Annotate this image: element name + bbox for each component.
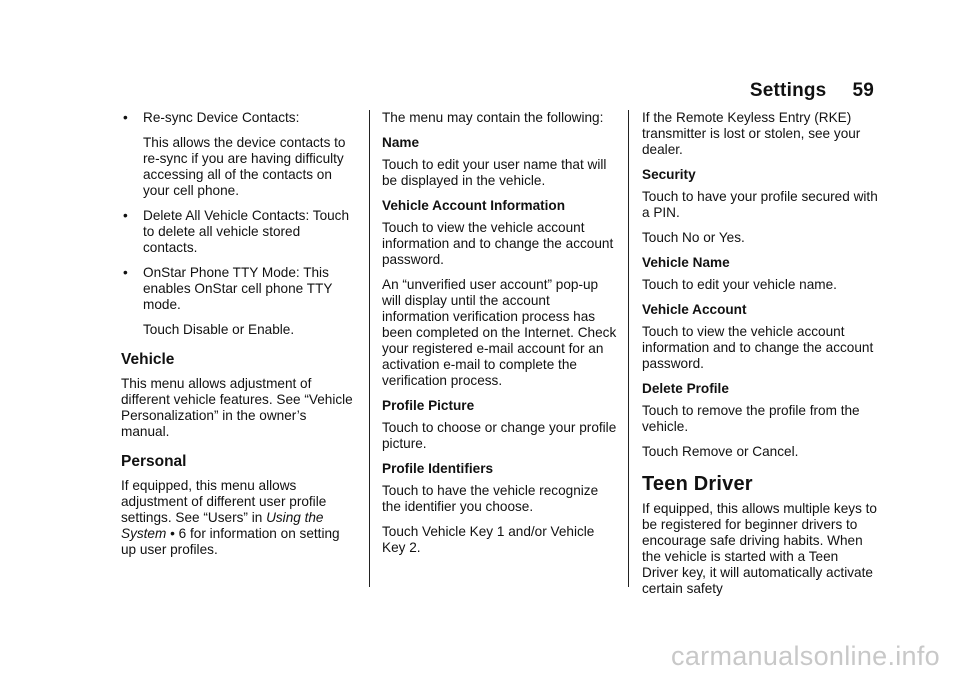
- delete-profile-text: Touch to remove the profile from the vehicle.: [642, 403, 860, 434]
- subheading-security: Security: [642, 167, 696, 182]
- subheading-delete-profile: Delete Profile: [642, 381, 729, 396]
- profile-picture-text: Touch to choose or change your profile picture.: [382, 420, 617, 451]
- teen-driver-text: If equipped, this allows multiple keys to be registered for beginner drivers to encourage safe driving habits. When the vehicle is started with a Teen Driver key, it will automatically activate certain safety: [642, 501, 877, 596]
- page-header: [750, 80, 874, 102]
- bullet-tty-mode: [121, 265, 357, 313]
- resync-description: This allows the device contacts to re-sync if you are having difficulty accessing all of the contacts on your cell phone.: [143, 135, 346, 198]
- bullet-resync-contacts: [121, 110, 357, 126]
- subheading-profile-picture: Profile Picture: [382, 398, 475, 413]
- using-the-system-link[interactable]: Using the System: [121, 510, 324, 541]
- vehicle-account-information-text: Touch to view the vehicle account information and to change the account password.: [382, 220, 614, 267]
- bullet-text: Re-sync Device Contacts:: [143, 110, 300, 125]
- security-text: Touch to have your profile secured with a PIN.: [642, 189, 878, 220]
- bullet-dot: •: [123, 208, 128, 223]
- heading-vehicle: Vehicle: [121, 351, 175, 368]
- vehicle-name-text: Touch to edit your vehicle name.: [642, 277, 837, 292]
- heading-teen-driver: Teen Driver: [642, 473, 753, 495]
- menu-intro: The menu may contain the following:: [382, 110, 604, 125]
- personal-paragraph: [121, 478, 357, 558]
- column-1: [121, 110, 357, 567]
- subheading-profile-identifiers: Profile Identifiers: [382, 461, 494, 476]
- bullet-dot: •: [123, 110, 128, 125]
- watermark: carmanualsonline.info: [671, 641, 940, 671]
- profile-identifiers-keys-text: Touch Vehicle Key 1 and/or Vehicle Key 2.: [382, 524, 595, 555]
- subheading-vehicle-account-information: Vehicle Account Information: [382, 198, 566, 213]
- bullet-delete-contacts: [121, 208, 357, 256]
- column-divider-2: [628, 110, 629, 587]
- bullet-text: OnStar Phone TTY Mode: This enables OnStar cell phone TTY mode.: [143, 265, 333, 312]
- bullet-text: Delete All Vehicle Contacts: Touch to delete all vehicle stored contacts.: [143, 208, 350, 255]
- column-3: [642, 110, 878, 606]
- tty-instruction: Touch Disable or Enable.: [143, 322, 295, 337]
- bullet-dot: •: [123, 265, 128, 280]
- name-text: Touch to edit your user name that will be displayed in the vehicle.: [382, 157, 607, 188]
- vehicle-account-text: Touch to view the vehicle account information and to change the account password.: [642, 324, 874, 371]
- section-title: Settings: [749, 80, 827, 101]
- unverified-account-text: An “unverified user account” pop-up will display until the account information verification process has been completed on the Internet. Check your registered e-mail account for an activation e-mail to complete the verification process.: [382, 277, 617, 388]
- subheading-vehicle-name: Vehicle Name: [642, 255, 730, 270]
- column-divider-1: [369, 110, 370, 587]
- page-number: 59: [852, 80, 874, 101]
- personal-text-start: If equipped, this menu allows adjustment of different user profile settings. See “Users” in: [121, 478, 327, 525]
- rke-text: If the Remote Keyless Entry (RKE) transmitter is lost or stolen, see your dealer.: [642, 110, 861, 157]
- profile-identifiers-text: Touch to have the vehicle recognize the identifier you choose.: [382, 483, 599, 514]
- vehicle-paragraph: This menu allows adjustment of different vehicle features. See “Vehicle Personalization” in the owner’s manual.: [121, 376, 353, 439]
- personal-text-end: for information on setting up user profiles.: [121, 526, 340, 557]
- heading-personal: Personal: [121, 453, 187, 470]
- delete-profile-options-text: Touch Remove or Cancel.: [642, 444, 799, 459]
- subheading-vehicle-account: Vehicle Account: [642, 302, 747, 317]
- page-reference: • 6: [166, 526, 187, 541]
- subheading-name: Name: [382, 135, 420, 150]
- column-2: [382, 110, 620, 565]
- security-options-text: Touch No or Yes.: [642, 230, 745, 245]
